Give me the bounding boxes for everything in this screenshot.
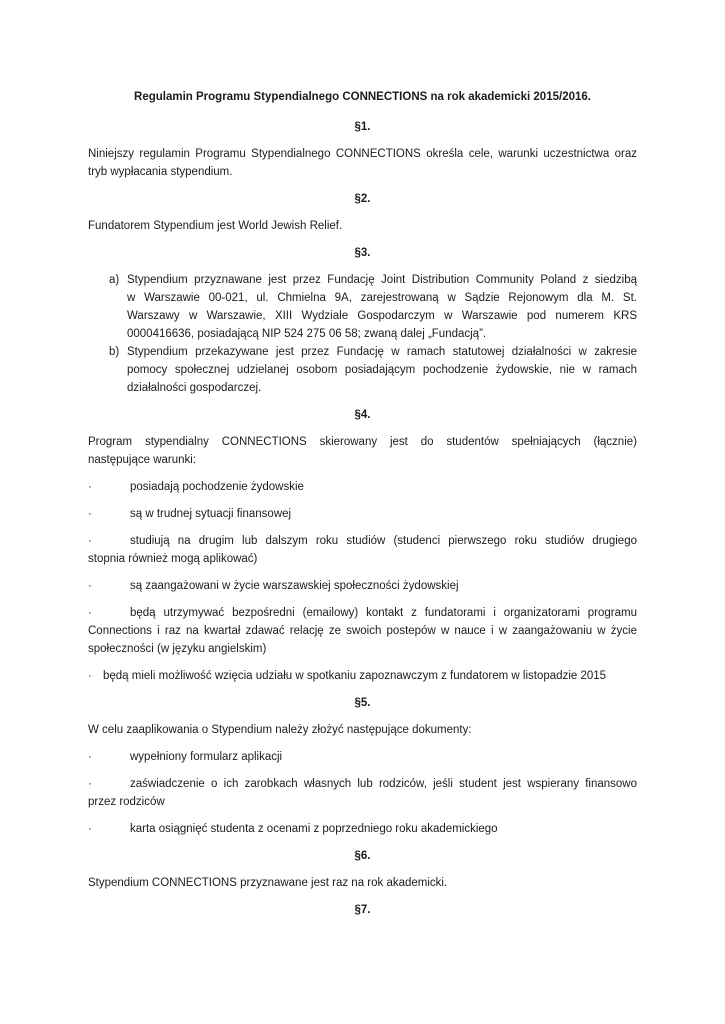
section-marker-1: §1. (354, 121, 371, 133)
bullet-text: karta osiągnięć studenta z ocenami z poprzedniego roku akademickiego (130, 823, 498, 835)
bullet-glyph: · (88, 535, 92, 547)
bullet-item (88, 577, 637, 595)
bullet-line: przez rodziców (88, 796, 165, 808)
list-item-line: 0000416636, posiadającą NIP 524 275 06 58; zwaną dalej „Fundacją”. (127, 328, 487, 340)
paragraph-line: Niniejszy regulamin Programu Stypendialnego CONNECTIONS określa cele, warunki uczestnictwa oraz (88, 148, 637, 160)
bullet-glyph: · (88, 778, 92, 790)
bullet-text: wypełniony formularz aplikacji (130, 751, 283, 763)
bullet-glyph: · (88, 670, 92, 682)
list-item-line: Stypendium przyznawane jest przez Fundację Joint Distribution Community Poland z siedzibą (127, 274, 637, 286)
bullet-line (88, 775, 637, 793)
section-marker-4: §4. (354, 409, 371, 421)
bullet-item (88, 748, 637, 766)
list-item-b (88, 343, 637, 397)
bullet-item (88, 775, 637, 811)
list-marker-b: b) (109, 346, 120, 358)
paragraph-s2: Fundatorem Stypendium jest World Jewish Relief. (88, 220, 343, 232)
list-item-line: pomocy społecznej udzielanej osobom posiadającym pochodzenie żydowskie, nie w ramach (127, 364, 637, 376)
bullet-text: będą mieli możliwość wzięcia udziału w spotkaniu zapoznawczym z fundatorem w listopadzie 2015 (103, 670, 607, 682)
list-marker-a: a) (109, 274, 120, 286)
paragraph-line: następujące warunki: (88, 454, 197, 466)
list-item-line: Warszawy w Warszawie, XIII Wydziale Gospodarczym w Warszawie pod numerem KRS (127, 310, 637, 322)
paragraph-s1 (88, 145, 637, 181)
bullet-glyph: · (88, 580, 92, 592)
paragraph-s5: W celu zaaplikowania o Stypendium należy złożyć następujące dokumenty: (88, 724, 472, 736)
list-item-line: w Warszawie 00-021, ul. Chmielna 9A, zarejestrowaną w Sądzie Rejonowym dla M. St. (127, 292, 637, 304)
section-marker-6: §6. (354, 850, 371, 862)
bullet-text: posiadają pochodzenie żydowskie (130, 481, 304, 493)
bullet-glyph: · (88, 823, 92, 835)
section-marker-3: §3. (354, 247, 371, 259)
bullet-line: stopnia również mogą aplikować) (88, 553, 258, 565)
bullet-line (88, 532, 637, 550)
bullet-glyph: · (88, 607, 92, 619)
bullet-item (88, 505, 637, 523)
bullet-glyph: · (88, 481, 92, 493)
paragraph-s4 (88, 433, 637, 469)
bullet-text: studiują na drugim lub dalszym roku studiów (studenci pierwszego roku studiów drugiego (130, 535, 637, 547)
section-marker-5: §5. (354, 697, 371, 709)
bullet-glyph: · (88, 751, 92, 763)
list-item-a (88, 271, 637, 343)
bullet-text: będą utrzymywać bezpośredni (emailowy) kontakt z fundatorami i organizatorami programu (130, 607, 637, 619)
document-title: Regulamin Programu Stypendialnego CONNECTIONS na rok akademicki 2015/2016. (134, 91, 591, 103)
bullet-glyph: · (88, 508, 92, 520)
bullet-item (88, 604, 637, 658)
paragraph-s6: Stypendium CONNECTIONS przyznawane jest raz na rok akademicki. (88, 877, 448, 889)
section-marker-2: §2. (354, 193, 371, 205)
list-item-line: działalności gospodarczej. (127, 382, 262, 394)
list-item-line: Stypendium przekazywane jest przez Fundację w ramach statutowej działalności w zakresie (127, 346, 637, 358)
section-marker-7: §7. (354, 904, 371, 916)
bullet-text: są zaangażowani w życie warszawskiej społeczności żydowskiej (130, 580, 459, 592)
bullet-item (88, 820, 637, 838)
bullet-text: zaświadczenie o ich zarobkach własnych lub rodziców, jeśli student jest wspierany finansowo (130, 778, 637, 790)
bullet-text: są w trudnej sytuacji finansowej (130, 508, 292, 520)
bullet-line: Connections i raz na kwartał zdawać relację ze swoich postepów w nauce i w zaangażowaniu w życie (88, 625, 637, 637)
paragraph-line: Program stypendialny CONNECTIONS skierowany jest do studentów spełniających (łącznie) (88, 436, 637, 448)
bullet-item (88, 532, 637, 568)
paragraph-line: tryb wypłacania stypendium. (88, 166, 233, 178)
bullet-item (88, 478, 637, 496)
bullet-item (88, 667, 637, 685)
bullet-line (88, 604, 637, 622)
lettered-list (88, 271, 637, 397)
bullet-line: społeczności (w języku angielskim) (88, 643, 267, 655)
